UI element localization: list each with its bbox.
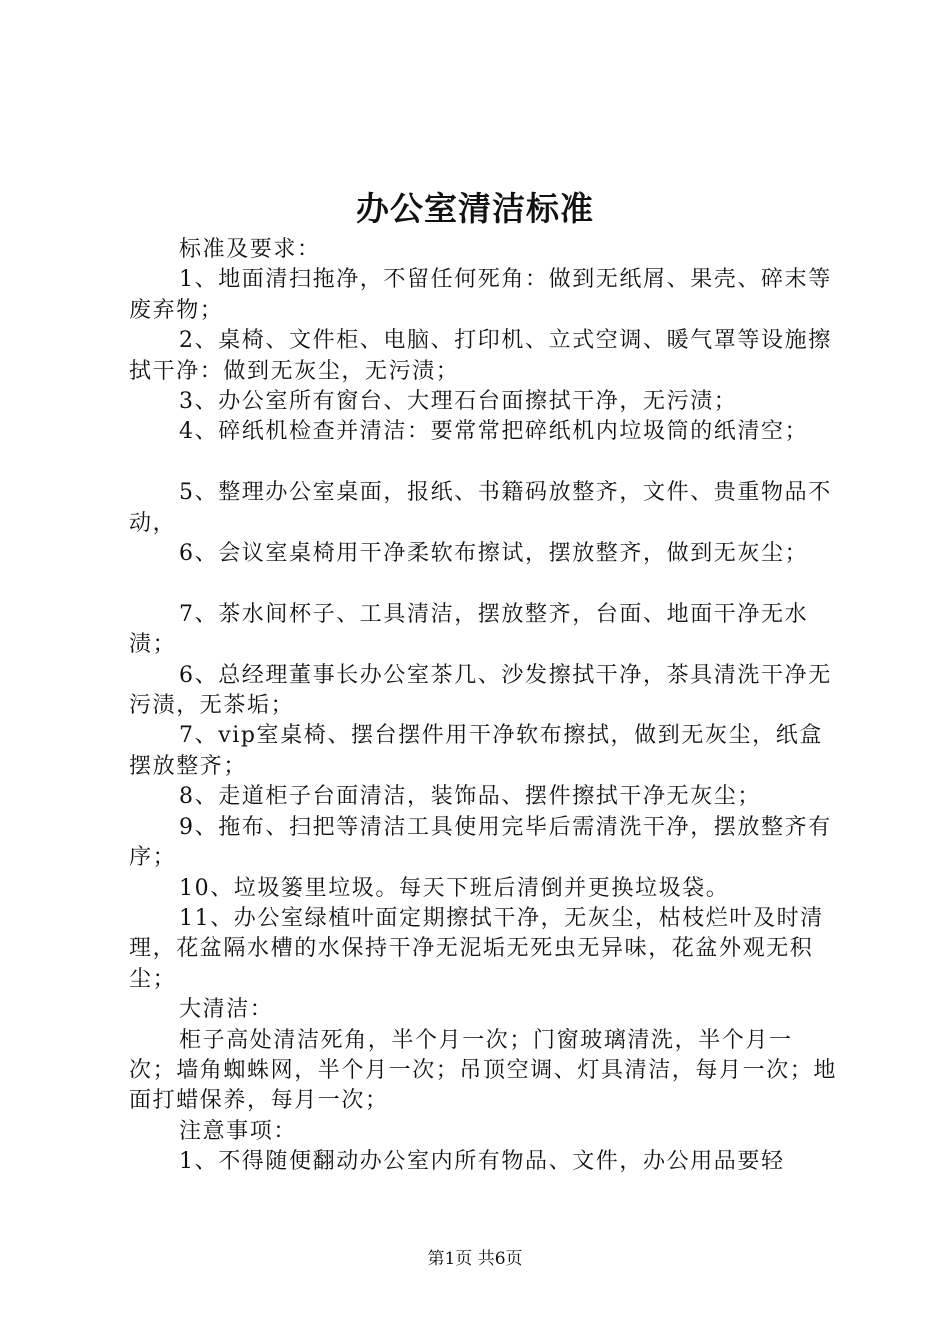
paragraph: 11、办公室绿植叶面定期擦拭干净，无灰尘，枯枝烂叶及时清理，花盆隔水槽的水保持干净无泥垢无死虫无异味，花盆外观无积尘；	[129, 905, 824, 992]
paragraph: 4、碎纸机检查并清洁：要常常把碎纸机内垃圾筒的纸清空；	[179, 419, 809, 445]
paragraph: 8、走道柜子台面清洁，装饰品、摆件擦拭干净无灰尘；	[179, 784, 761, 810]
paragraph: 标准及要求：	[179, 237, 321, 262]
paragraph: 7、vip室桌椅、摆台摆件用干净软布擦拭，做到无灰尘，纸盒摆放整齐；	[129, 723, 823, 779]
paragraph: 5、整理办公室桌面，报纸、书籍码放整齐，文件、贵重物品不动，	[129, 480, 832, 536]
blank-line	[129, 448, 839, 478]
page-number: 第1页 共6页	[427, 1249, 523, 1269]
document-body	[129, 235, 839, 1178]
paragraph: 7、茶水间杯子、工具清洁，摆放整齐，台面、地面干净无水渍；	[129, 601, 809, 658]
document-title: 办公室清洁标准	[356, 189, 594, 228]
section-heading: 注意事项：	[179, 1118, 298, 1144]
paragraph: 1、地面清扫拖净，不留任何死角：做到无纸屑、果壳、碎末等废弃物；	[129, 267, 832, 323]
paragraph: 柜子高处清洁死角，半个月一次；门窗玻璃清洗，半个月一次；墙角蜘蛛网，半个月一次；吊顶空调、灯具清洁，每月一次；地面打蜡保养，每月一次；	[129, 1027, 838, 1114]
paragraph: 9、拖布、扫把等清洁工具使用完毕后需清洗干净，摆放整齐有序；	[129, 814, 832, 871]
paragraph: 10、垃圾篓里垃圾。每天下班后清倒并更换垃圾袋。	[179, 875, 730, 901]
paragraph: 3、办公室所有窗台、大理石台面擦拭干净，无污渍；	[179, 389, 738, 415]
blank-line	[129, 569, 839, 599]
paragraph: 6、会议室桌椅用干净柔软布擦试，摆放整齐，做到无灰尘；	[179, 541, 809, 567]
paragraph: 2、桌椅、文件柜、电脑、打印机、立式空调、暖气罩等设施擦拭干净：做到无灰尘，无污渍；	[129, 328, 832, 384]
paragraph: 1、不得随便翻动办公室内所有物品、文件，办公用品要轻	[179, 1149, 785, 1175]
paragraph: 6、总经理董事长办公室茶几、沙发擦拭干净，茶具清洗干净无污渍，无茶垢；	[129, 662, 832, 719]
section-heading: 大清洁：	[179, 997, 274, 1023]
